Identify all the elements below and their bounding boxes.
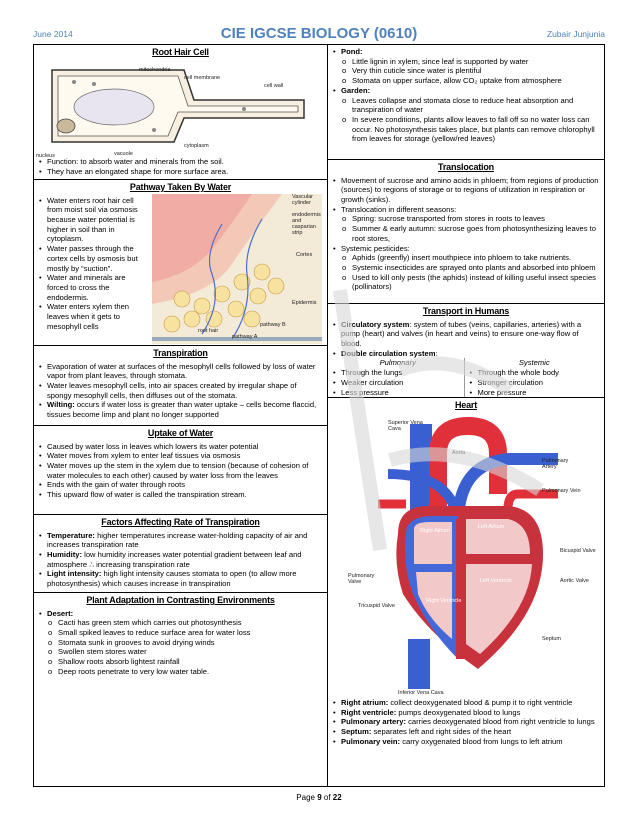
section-title: Pathway Taken By Water	[129, 182, 232, 192]
transport-bullets	[332, 320, 600, 359]
label-root-hair: root hair	[198, 328, 219, 334]
list-item: • Water leaves mesophyll cells, into air spaces created by irregular shape of spongy mesophyll cells, then diffuses out of the stomata.	[38, 381, 323, 400]
left-column	[34, 45, 328, 786]
list-item: • More pressure	[469, 388, 601, 398]
list-item: • Through the lungs	[332, 368, 464, 378]
pulmonary-heading: Pulmonary	[379, 358, 416, 368]
list-item: • This upward flow of water is called the transpiration stream.	[38, 490, 323, 500]
label-endodermis: endodermis and casparian strip	[292, 212, 321, 237]
label-aorta: Aorta	[452, 450, 466, 456]
list-item: • They have an elongated shape for more surface area.	[38, 167, 323, 177]
label-vacuole: vacuole	[114, 151, 133, 157]
list-item: • Temperature: higher temperatures increase water-holding capacity of air and increases transpiration rate	[38, 531, 323, 550]
transpiration-bullets	[38, 362, 323, 420]
section-adaptation-continued	[328, 45, 604, 160]
translocation-bullets	[332, 176, 600, 293]
adaptation-bullets	[38, 609, 323, 677]
list-item: o Stomata on upper surface, allow CO₂ uptake from atmosphere	[332, 76, 600, 86]
list-item: • Right ventricle: pumps deoxygenated blood to lungs	[332, 708, 600, 718]
section-root-hair	[34, 45, 327, 180]
list-item: o Used to kill only pests (the aphids) instead of killing useful insect species (pollinators)	[332, 273, 600, 292]
systemic-column	[465, 358, 601, 397]
heart-bullets	[332, 698, 600, 747]
page-total: 22	[332, 793, 342, 802]
list-item: • Weaker circulation	[332, 378, 464, 388]
list-item: o Summer & early autumn: sucrose goes from photosynthesizing leaves to root stores,	[332, 224, 600, 243]
section-title: Uptake of Water	[147, 428, 214, 438]
list-item: o Leaves collapse and stomata close to reduce heat absorption and transpiration of water	[332, 96, 600, 115]
list-item: • Humidity: low humidity increases water potential gradient between leaf and atmosphere ∴ increasing transpiration rate	[38, 550, 323, 569]
list-item: o Small spiked leaves to reduce surface area for water loss	[38, 628, 323, 638]
list-item: • Water enters root hair cell from moist soil via osmosis because water potential is higher in soil than in cytoplasm.	[38, 196, 146, 245]
label-pathway-b: pathway B	[260, 322, 286, 328]
label-vascular-cylinder: Vascular cylinder	[292, 194, 313, 207]
section-factors	[34, 515, 327, 593]
label-left-ventricle: Left Ventricle	[480, 578, 512, 584]
label-superior-vena-cava: Superior Vena Cava	[388, 420, 423, 433]
list-item: • Evaporation of water at surfaces of the mesophyll cells followed by loss of water vapor from plant leaves, through stomata.	[38, 362, 323, 381]
list-item: • Caused by water loss in leaves which lowers its water potential	[38, 442, 323, 452]
list-item: • Movement of sucrose and amino acids in phloem; from regions of production (sources) to regions of storage or to regions of utilization in respiration or growth (sinks).	[332, 176, 600, 205]
label-pulmonary-artery: Pulmonary Artery	[542, 458, 569, 471]
label-left-atrium: Left Atrium	[478, 524, 505, 530]
right-column	[328, 45, 604, 786]
header-date: June 2014	[33, 29, 73, 39]
page-number: 9	[317, 793, 322, 802]
header-title: CIE IGCSE BIOLOGY (0610)	[220, 25, 418, 42]
label-inferior-vena-cava: Inferior Vena Cava	[398, 690, 444, 696]
list-item: • Water and minerals are forced to cross the endodermis.	[38, 273, 146, 302]
section-title: Translocation	[438, 162, 494, 172]
page-footer: Page 9 of 22	[296, 793, 342, 802]
label-pathway-a: pathway A	[232, 334, 258, 340]
label-mitochondria: mitochondria	[139, 67, 171, 73]
adaptation-continued-bullets	[332, 47, 600, 144]
list-item: o Aphids (greenfly) insert mouthpiece into phloem to take nutrients.	[332, 253, 600, 263]
list-item: • Stronger circulation	[469, 378, 601, 388]
section-transpiration	[34, 346, 327, 426]
list-item: • Water moves up the stem in the xylem due to tension (because of cohesion of water molecules to each other) caused by water loss from the leaves	[38, 461, 323, 480]
list-item: • Less pressure	[332, 388, 464, 398]
section-title: Transport in Humans	[422, 306, 510, 316]
factors-bullets	[38, 531, 323, 589]
label-epidermis: Epidermis	[292, 300, 317, 306]
uptake-bullets	[38, 442, 323, 500]
label-cortex: Cortex	[296, 252, 313, 258]
list-item: • Systemic pesticides:	[332, 244, 600, 254]
section-uptake	[34, 426, 327, 515]
list-item: • Wilting: occurs if water loss is greater than water uptake – cells become flaccid, tissues become limp and plant no longer supported	[38, 400, 323, 419]
list-item: • Right atrium: collect deoxygenated blood & pump it to right ventricle	[332, 698, 600, 708]
list-item: o Swollen stem stores water	[38, 647, 323, 657]
pulmonary-column	[332, 358, 465, 397]
list-item: • Ends with the gain of water through roots	[38, 480, 323, 490]
label-aortic-valve: Aortic Valve	[560, 578, 589, 584]
list-item: • Function: to absorb water and minerals from the soil.	[38, 157, 323, 167]
label-tricuspid-valve: Tricuspid Valve	[358, 603, 395, 609]
systemic-heading: Systemic	[518, 358, 550, 368]
list-item: • Pulmonary artery: carries deoxygenated blood from right ventricle to lungs	[332, 717, 600, 727]
list-item: • Desert:	[38, 609, 323, 619]
list-item: • Pond:	[332, 47, 600, 57]
list-item: o Cacti has green stem which carries out photosynthesis	[38, 618, 323, 628]
list-item: • Circulatory system: system of tubes (veins, capillaries, arteries) with a pump (heart) and valves (in heart and veins) to ensure one-way flow of blood.	[332, 320, 600, 349]
section-pathway	[34, 180, 327, 346]
list-item: o In severe conditions, plants allow leaves to fall off so no water loss can occur. No photosynthesis takes place, but plants can remove chlorophyll from leaves for storage (yellow/red leaves)	[332, 115, 600, 144]
list-item: o Little lignin in xylem, since leaf is supported by water	[332, 57, 600, 67]
circulation-comparison	[332, 358, 600, 397]
list-item: o Stomata sunk in grooves to avoid drying winds	[38, 638, 323, 648]
list-item: • Garden:	[332, 86, 600, 96]
label-cell-wall: cell wall	[264, 83, 284, 89]
section-title: Factors Affecting Rate of Transpiration	[101, 517, 260, 527]
label-nucleus: nucleus	[36, 153, 55, 159]
list-item: o Spring: sucrose transported from stores in roots to leaves	[332, 214, 600, 224]
list-item: • Translocation in different seasons:	[332, 205, 600, 215]
page-body	[33, 44, 605, 787]
section-title: Root Hair Cell	[152, 47, 209, 57]
root-hair-bullets	[38, 157, 323, 176]
label-cytoplasm: cytoplasm	[184, 143, 209, 149]
root-hair-cell-figure	[44, 60, 314, 150]
list-item: • Through the whole body	[469, 368, 601, 378]
list-item: • Water enters xylem then leaves when it gets to mesophyll cells	[38, 302, 146, 331]
list-item: • Septum: separates left and right sides of the heart	[332, 727, 600, 737]
page-header	[33, 24, 605, 44]
label-pulmonary-valve: Pulmonary Valve	[348, 573, 375, 586]
section-transport	[328, 304, 604, 398]
label-right-ventricle: Right Ventricle	[426, 598, 462, 604]
label-pulmonary-vein: Pulmonary Vein	[542, 488, 581, 494]
list-item: o Shallow roots absorb lightest rainfall	[38, 657, 323, 667]
list-item: o Very thin cuticle since water is plentiful	[332, 66, 600, 76]
section-heart	[328, 398, 604, 788]
header-author: Zubair Junjunia	[546, 29, 605, 39]
list-item: • Double circulation system:	[332, 349, 600, 359]
list-item: • Water moves from xylem to enter leaf tissues via osmosis	[38, 451, 323, 461]
section-translocation	[328, 160, 604, 304]
section-adaptation	[34, 593, 327, 788]
section-title: Transpiration	[153, 348, 208, 358]
label-cell-membrane: cell membrane	[184, 75, 221, 81]
list-item: o Systemic insecticides are sprayed onto plants and absorbed into phloem	[332, 263, 600, 273]
section-title: Heart	[454, 400, 477, 410]
list-item: • Light intensity: high light intensity causes stomata to open (to allow more photosynthesis) which causes increase in transpiration	[38, 569, 323, 588]
pathway-bullets	[38, 196, 146, 332]
list-item: • Pulmonary vein: carry oxygenated blood from lungs to left atrium	[332, 737, 600, 747]
section-title: Plant Adaptation in Contrasting Environments	[86, 595, 275, 605]
label-septum: Septum	[542, 636, 561, 642]
label-right-atrium: Right Atrium	[420, 528, 450, 534]
label-bicuspid-valve: Bicuspid Valve	[560, 548, 596, 554]
list-item: o Deep roots penetrate to very low water table.	[38, 667, 323, 677]
list-item: • Water passes through the cortex cells by osmosis but mostly by “suction”.	[38, 244, 146, 273]
